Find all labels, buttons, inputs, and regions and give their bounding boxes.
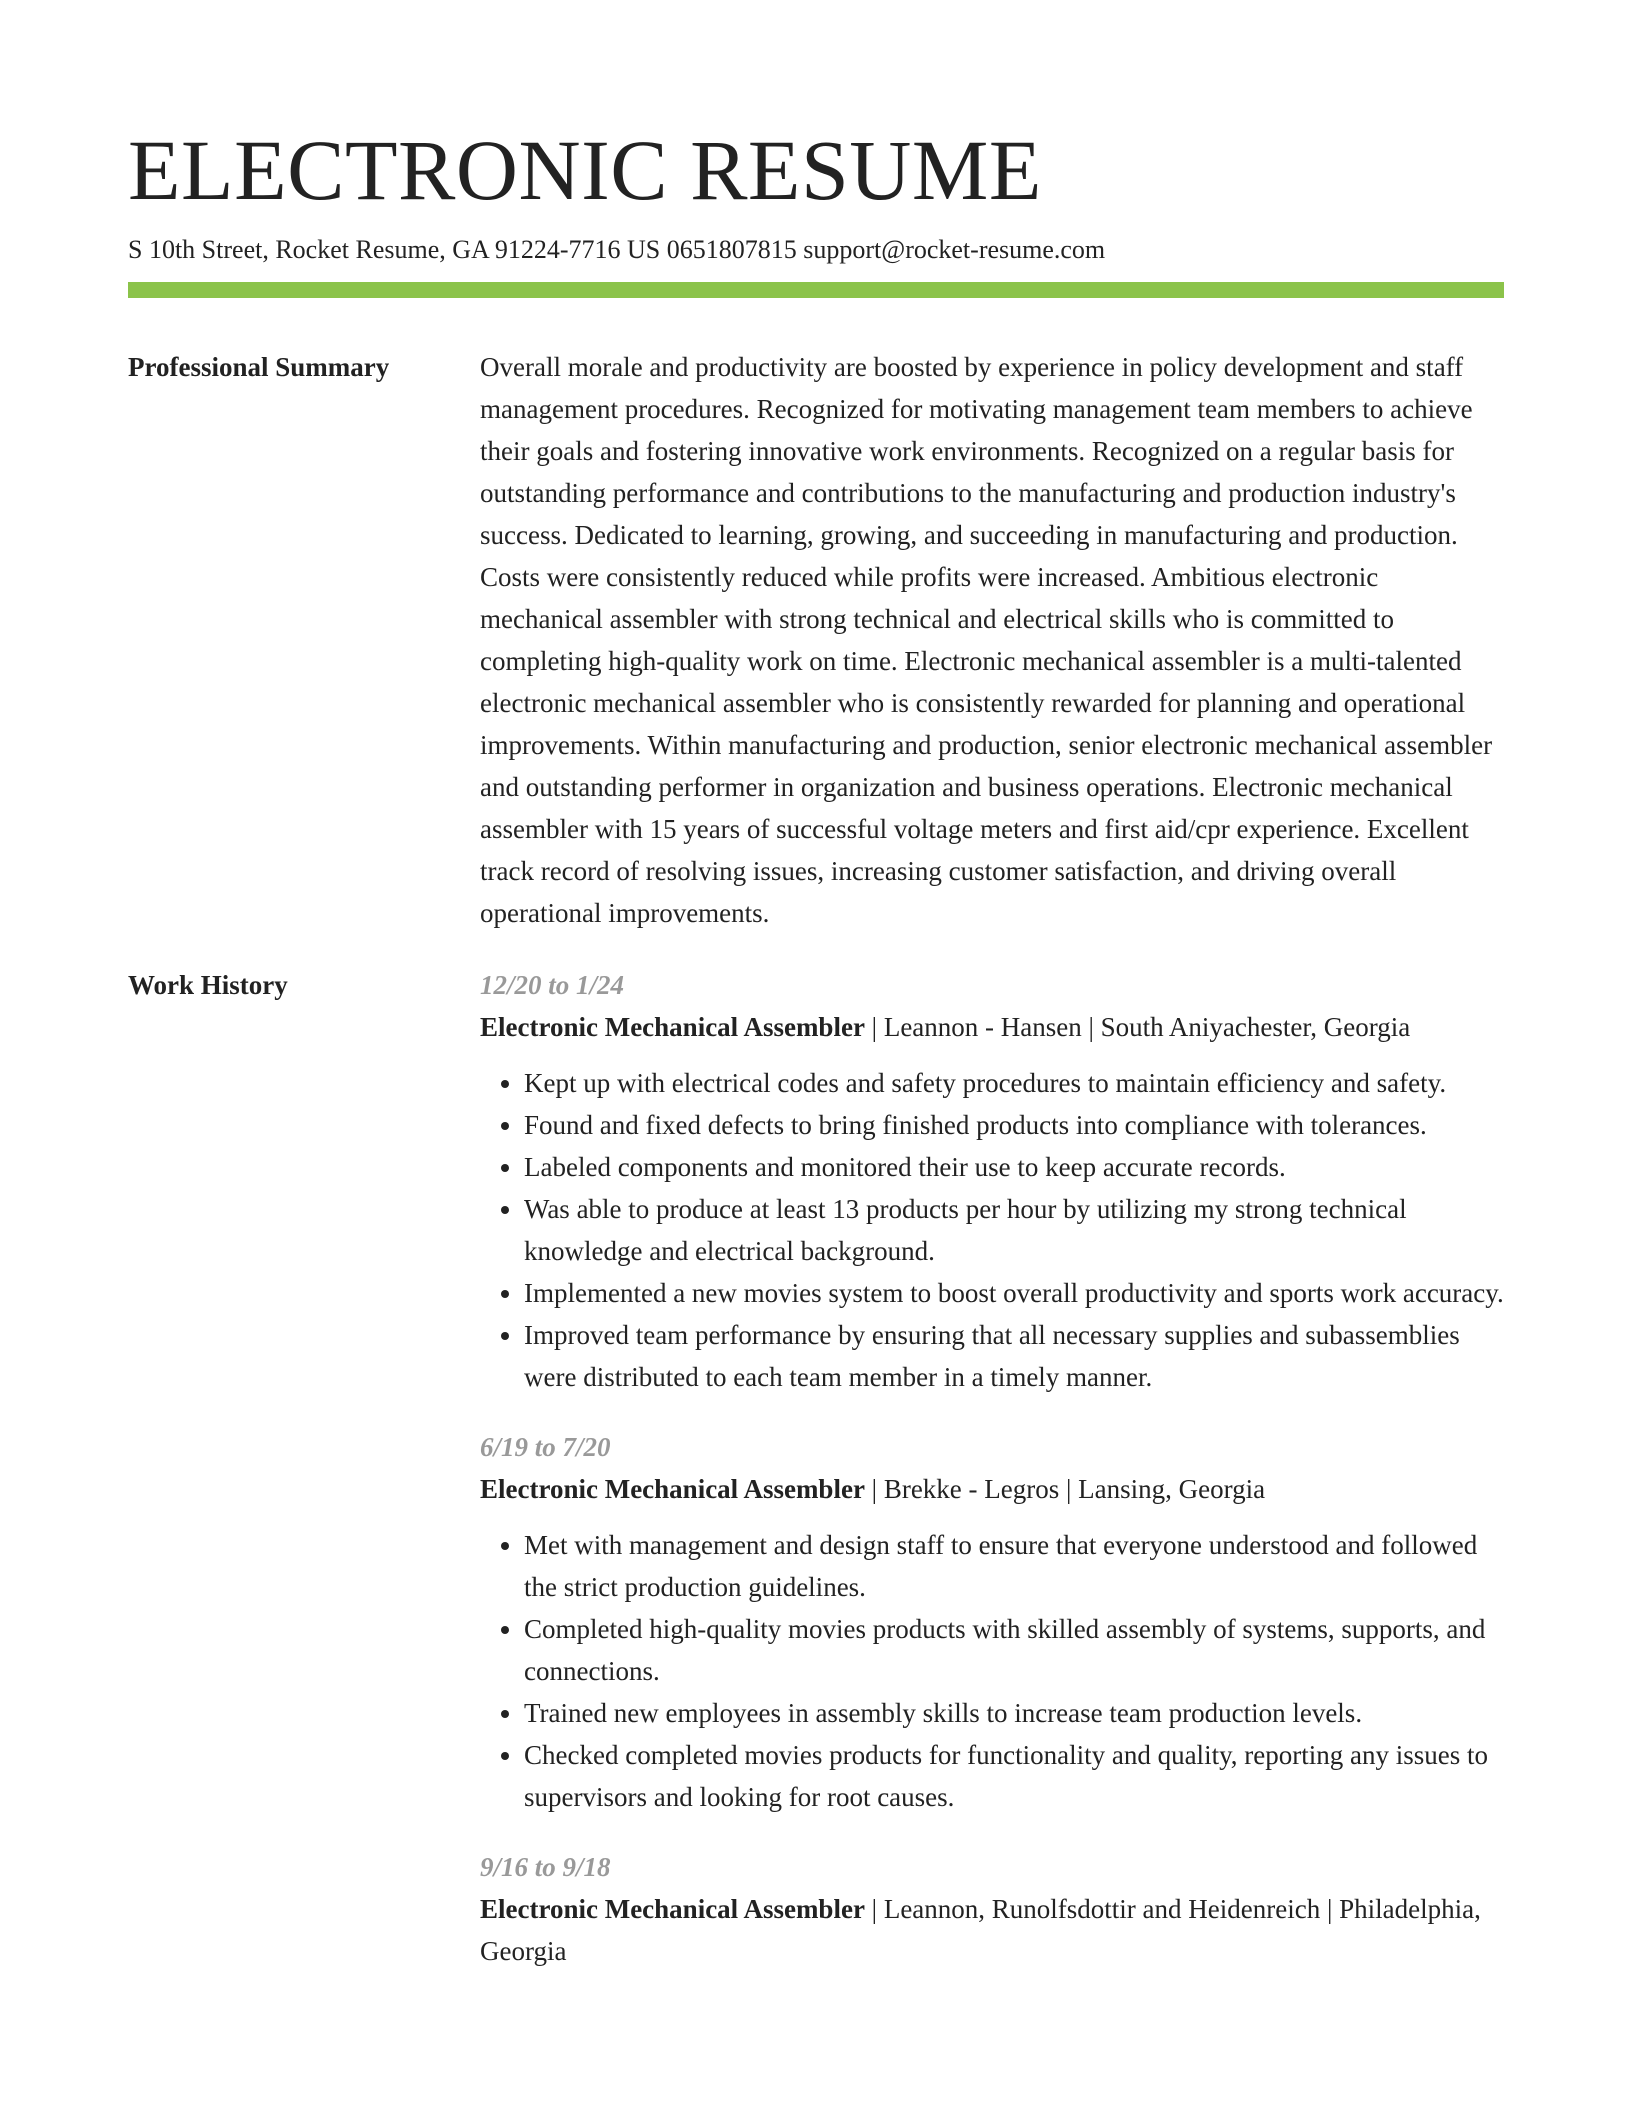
job-bullet: • Was able to produce at least 13 products per hour by utilizing my strong technical knowledge and electrical background. xyxy=(524,1188,1504,1272)
work-history-body xyxy=(480,964,1504,2000)
job-entry xyxy=(480,1426,1504,1818)
job-bullet: • Labeled components and monitored their use to keep accurate records. xyxy=(524,1146,1504,1188)
job-employer-location: | Leannon - Hansen | South Aniyachester, Georgia xyxy=(864,1012,1411,1042)
job-dates: 12/20 to 1/24 xyxy=(480,970,625,1000)
job-title: Electronic Mechanical Assembler xyxy=(480,1474,865,1504)
job-entry xyxy=(480,964,1504,1398)
job-bullet: • Completed high-quality movies products with skilled assembly of systems, supports, and connections. xyxy=(524,1608,1504,1692)
job-bullet-list xyxy=(480,1524,1504,1818)
contact-line: S 10th Street, Rocket Resume, GA 91224-7716 US 0651807815 support@rocket-resume.com xyxy=(128,235,1106,264)
job-employer-location: | Brekke - Legros | Lansing, Georgia xyxy=(864,1474,1266,1504)
job-bullet: • Improved team performance by ensuring that all necessary supplies and subassemblies were distributed to each team member in a timely manner. xyxy=(524,1314,1504,1398)
resume-title: ELECTRONIC RESUME xyxy=(128,122,1042,218)
job-heading xyxy=(480,1468,1504,1510)
accent-divider xyxy=(128,282,1504,298)
job-bullet: • Checked completed movies products for functionality and quality, reporting any issues to supervisors and looking for root causes. xyxy=(524,1734,1504,1818)
job-heading xyxy=(480,1888,1504,1972)
summary-section xyxy=(128,346,1504,934)
resume-page xyxy=(128,120,1504,2000)
job-bullet: • Met with management and design staff to ensure that everyone understood and followed the strict production guidelines. xyxy=(524,1524,1504,1608)
job-title: Electronic Mechanical Assembler xyxy=(480,1012,865,1042)
summary-heading: Professional Summary xyxy=(128,352,390,382)
job-bullet: • Kept up with electrical codes and safety procedures to maintain efficiency and safety. xyxy=(524,1062,1504,1104)
job-bullet: • Trained new employees in assembly skills to increase team production levels. xyxy=(524,1692,1504,1734)
work-history-heading: Work History xyxy=(128,970,288,1000)
job-bullet: • Found and fixed defects to bring finished products into compliance with tolerances. xyxy=(524,1104,1504,1146)
job-heading xyxy=(480,1006,1504,1048)
job-bullet-list xyxy=(480,1062,1504,1398)
job-title: Electronic Mechanical Assembler xyxy=(480,1894,865,1924)
job-dates: 6/19 to 7/20 xyxy=(480,1432,611,1462)
job-bullet: • Implemented a new movies system to boost overall productivity and sports work accuracy. xyxy=(524,1272,1504,1314)
work-history-section xyxy=(128,964,1504,2000)
job-entry xyxy=(480,1846,1504,1972)
job-dates: 9/16 to 9/18 xyxy=(480,1852,611,1882)
job-employer-location: | Leannon, Runolfsdottir and Heidenreich | Philadelphia, Georgia xyxy=(480,1894,1481,1966)
summary-body xyxy=(480,346,1504,934)
summary-text: Overall morale and productivity are boosted by experience in policy development and staff management procedures. Recognized for motivating management team members to achieve their goals and fostering innovative work environments. Recognized on a regular basis for outstanding performance and contributions to the manufacturing and production industry's success. Dedicated to learning, growing, and succeeding in manufacturing and production. Costs were consistently reduced while profits were increased. Ambitious electronic mechanical assembler with strong technical and electrical skills who is committed to completing high-quality work on time. Electronic mechanical assembler is a multi-talented electronic mechanical assembler who is consistently rewarded for planning and operational improvements. Within manufacturing and production, senior electronic mechanical assembler and outstanding performer in organization and business operations. Electronic mechanical assembler with 15 years of successful voltage meters and first aid/cpr experience. Excellent track record of resolving issues, increasing customer satisfaction, and driving overall operational improvements. xyxy=(480,352,1493,928)
